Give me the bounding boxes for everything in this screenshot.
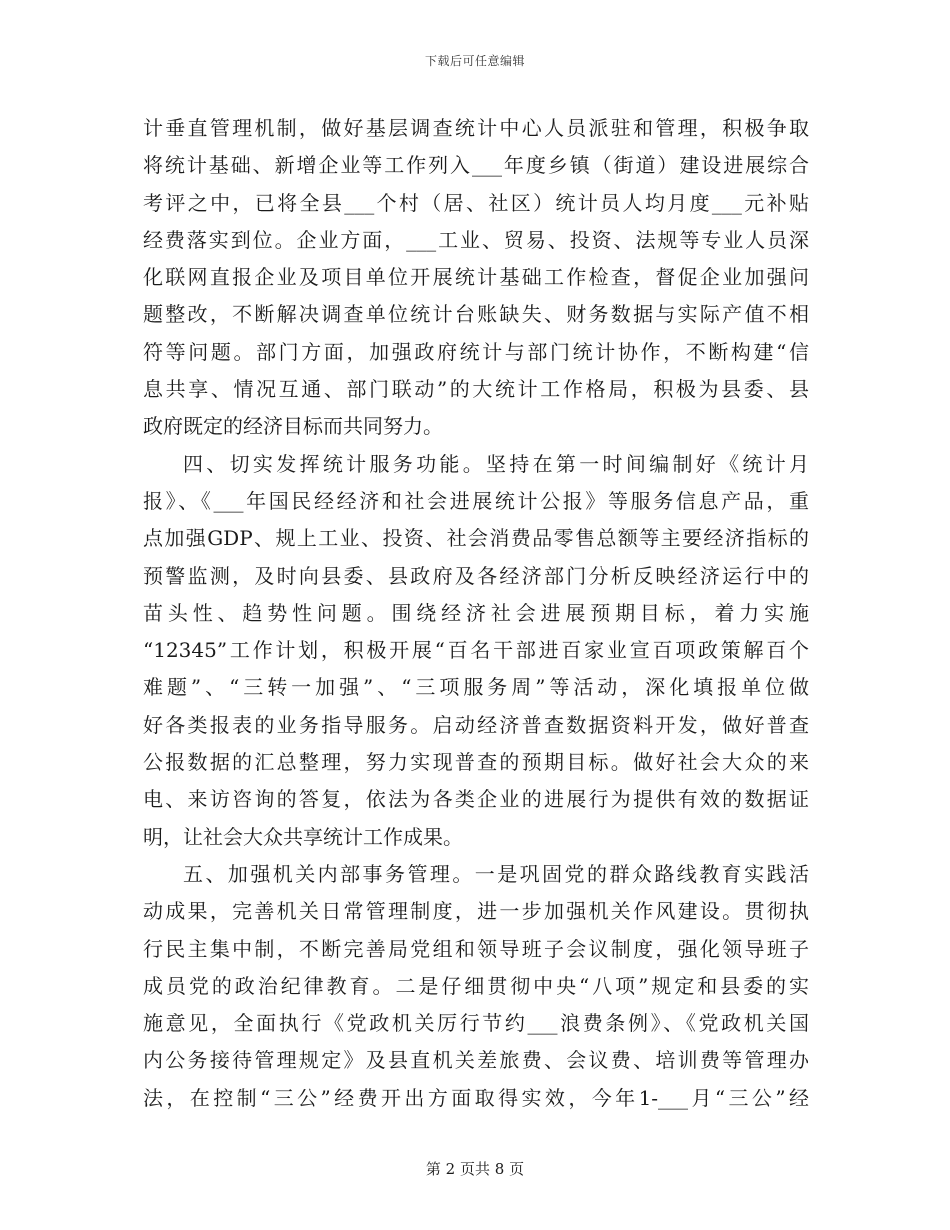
body-line: 成员党的政治纪律教育。二是仔细贯彻中央“八项”规定和县委的实: [143, 973, 809, 998]
body-line: 计垂直管理机制，做好基层调查统计中心人员派驻和管理，积极争取: [143, 116, 809, 140]
body-line: 电、来访咨询的答复，依法为各类企业的进展行为提供有效的数据证: [143, 787, 809, 812]
body-line: 明，让社会大众共享统计工作成果。: [143, 824, 463, 849]
body-line: 经费落实到位。企业方面，___工业、贸易、投资、法规等专业人员深: [143, 227, 809, 252]
body-line: 动成果，完善机关日常管理制度，进一步加强机关作风建设。贯彻执: [143, 899, 809, 924]
page-number: 第 2 页共 8 页: [425, 1160, 525, 1178]
body-line: 行民主集中制，不断完善局党组和领导班子会议制度，强化领导班子: [143, 936, 809, 961]
paragraph-start-line: 四、切实发挥统计服务功能。坚持在第一时间编制好《统计月: [183, 451, 809, 476]
page-header: 下载后可任意编辑: [424, 54, 525, 68]
body-line: 难题”、“三转一加强”、“三项服务周”等活动，深化填报单位做: [143, 675, 809, 700]
body-line: 点加强GDP、规上工业、投资、社会消费品零售总额等主要经济指标的: [143, 526, 809, 551]
paragraph-start-line: 五、加强机关内部事务管理。一是巩固党的群众路线教育实践活: [183, 861, 809, 886]
body-line: 将统计基础、新增企业等工作列入___年度乡镇（街道）建设进展综合: [143, 153, 809, 178]
body-line: 考评之中，已将全县___个村（居、社区）统计员人均月度___元补贴: [143, 190, 809, 215]
body-line: 公报数据的汇总整理，努力实现普查的预期目标。做好社会大众的来: [143, 750, 809, 775]
body-line: 化联网直报企业及项目单位开展统计基础工作检查，督促企业加强问: [143, 265, 809, 290]
body-line: 好各类报表的业务指导服务。启动经济普查数据资料开发，做好普查: [143, 712, 809, 737]
body-line: 施意见，全面执行《党政机关厉行节约___浪费条例》、《党政机关国: [143, 1011, 809, 1036]
body-line: 法，在控制“三公”经费开出方面取得实效，今年1-___月“三公”经: [143, 1085, 809, 1110]
body-line: “12345”工作计划，积极开展“百名干部进百家业宣百项政策解百个: [143, 638, 809, 663]
body-line: 政府既定的经济目标而共同努力。: [143, 414, 443, 439]
body-line: 报》、《___年国民经经济和社会进展统计公报》等服务信息产品，重: [143, 488, 809, 513]
body-line: 符等问题。部门方面，加强政府统计与部门统计协作，不断构建“信: [143, 339, 809, 364]
body-line: 预警监测，及时向县委、县政府及各经济部门分析反映经济运行中的: [143, 563, 809, 588]
body-line: 苗头性、趋势性问题。围绕经济社会进展预期目标，着力实施: [143, 600, 809, 625]
body-line: 题整改，不断解决调查单位统计台账缺失、财务数据与实际产值不相: [143, 302, 809, 327]
body-line: 内公务接待管理规定》及县直机关差旅费、会议费、培训费等管理办: [143, 1048, 809, 1073]
body-line: 息共享、情况互通、部门联动”的大统计工作格局，积极为县委、县: [143, 377, 809, 402]
document-body: [143, 110, 809, 1117]
